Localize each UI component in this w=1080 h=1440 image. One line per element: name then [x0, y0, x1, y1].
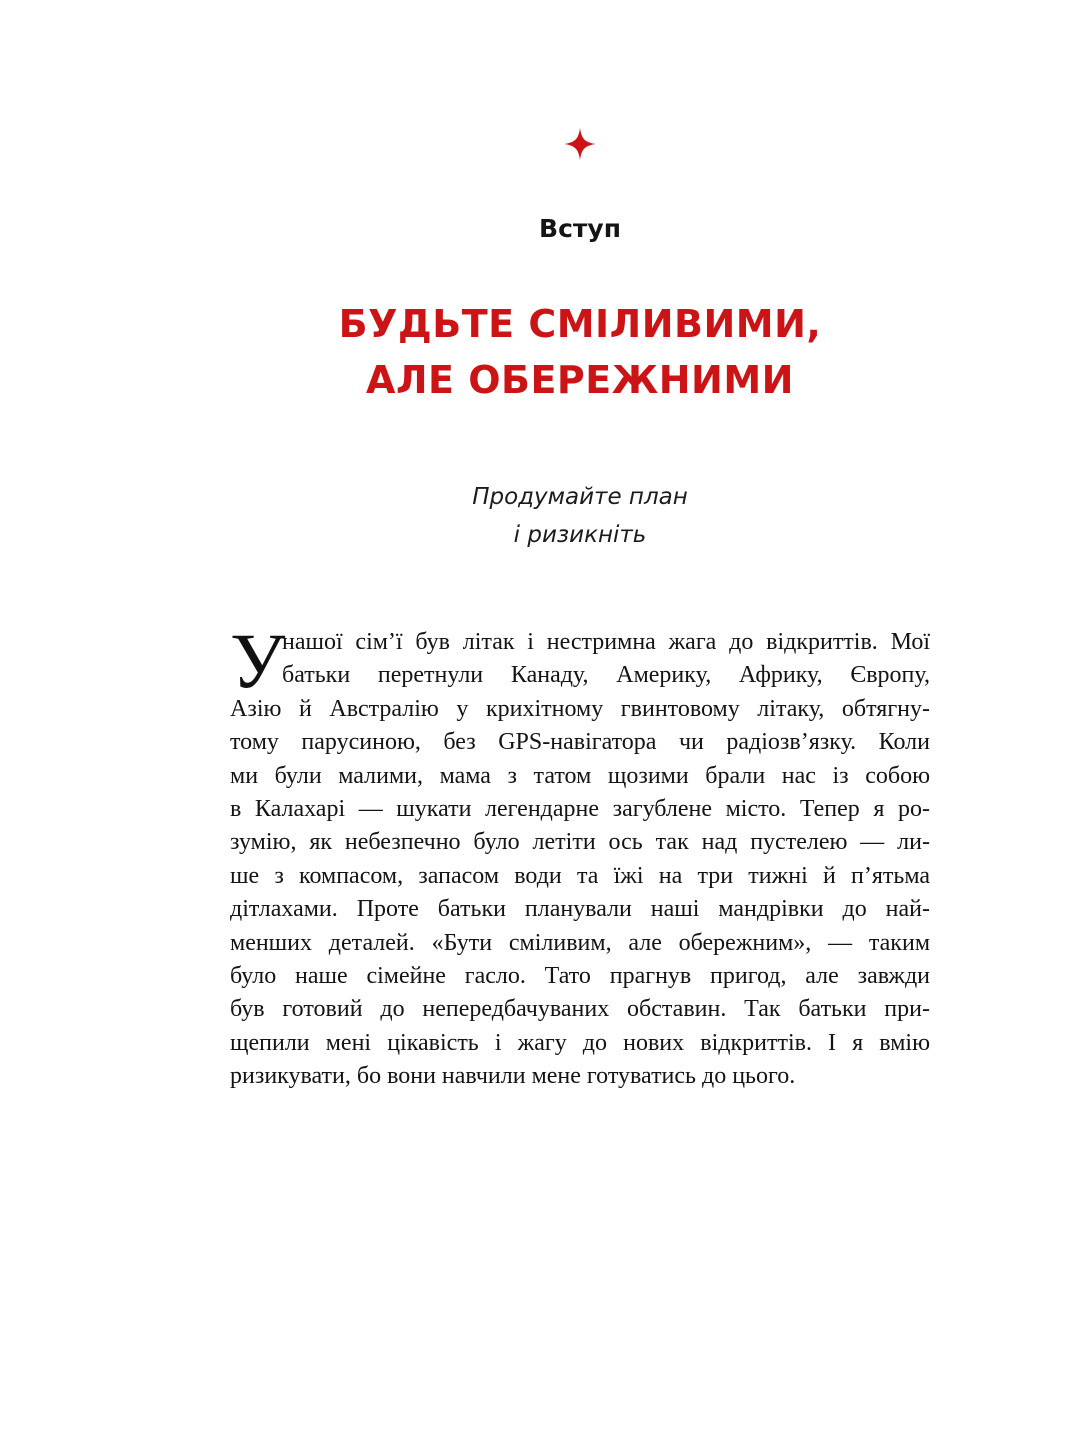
chapter-title-line-2: АЛЕ ОБЕРЕЖНИМИ: [366, 358, 794, 402]
chapter-title: [0, 296, 1080, 408]
paragraph-line: був готовий до непередбачуваних обставин. Так батьки при-: [230, 996, 930, 1023]
body-paragraph: [230, 617, 930, 1093]
paragraph-line: зумію, як небезпечно було летіти ось так над пустелею — ли-: [230, 829, 930, 856]
paragraph-line: було наше сімейне гасло. Тато прагнув пригод, але завжди: [230, 962, 930, 989]
subtitle-line-2: і ризикніть: [513, 522, 647, 548]
chapter-subtitle: [0, 478, 1080, 554]
paragraph-line: Азію й Австралію у крихітному гвинтовому літаку, обтягну-: [230, 695, 930, 722]
drop-cap: У: [230, 617, 286, 704]
paragraph-line: нашої сім’ї був літак і нестримна жага до відкриттів. Мої: [282, 629, 930, 655]
four-point-star-icon: [560, 124, 600, 164]
paragraph-line: дітлахами. Проте батьки планували наші мандрівки до най-: [230, 896, 930, 923]
paragraph-line: тому парусиною, без GPS-навігатора чи радіозв’язку. Коли: [230, 729, 930, 756]
paragraph-line: ми були малими, мама з татом щозими брали нас із собою: [230, 762, 930, 789]
paragraph-line: батьки перетнули Канаду, Америку, Африку, Європу,: [282, 662, 930, 689]
paragraph-line: ризикувати, бо вони навчили мене готуватись до цього.: [230, 1063, 796, 1090]
subtitle-line-1: Продумайте план: [472, 484, 688, 510]
chapter-title-line-1: БУДЬТЕ СМІЛИВИМИ,: [338, 302, 822, 346]
paragraph-line: щепили мені цікавість і жагу до нових відкриттів. І я вмію: [230, 1029, 930, 1056]
paragraph-line: ше з компасом, запасом води та їжі на три тижні й п’ятьма: [230, 862, 930, 889]
paragraph-line: менших деталей. «Бути сміливим, але обережним», — таким: [230, 929, 930, 956]
chapter-label: Вступ: [539, 214, 621, 243]
paragraph-line: в Калахарі — шукати легендарне загублене місто. Тепер я ро-: [230, 795, 930, 822]
